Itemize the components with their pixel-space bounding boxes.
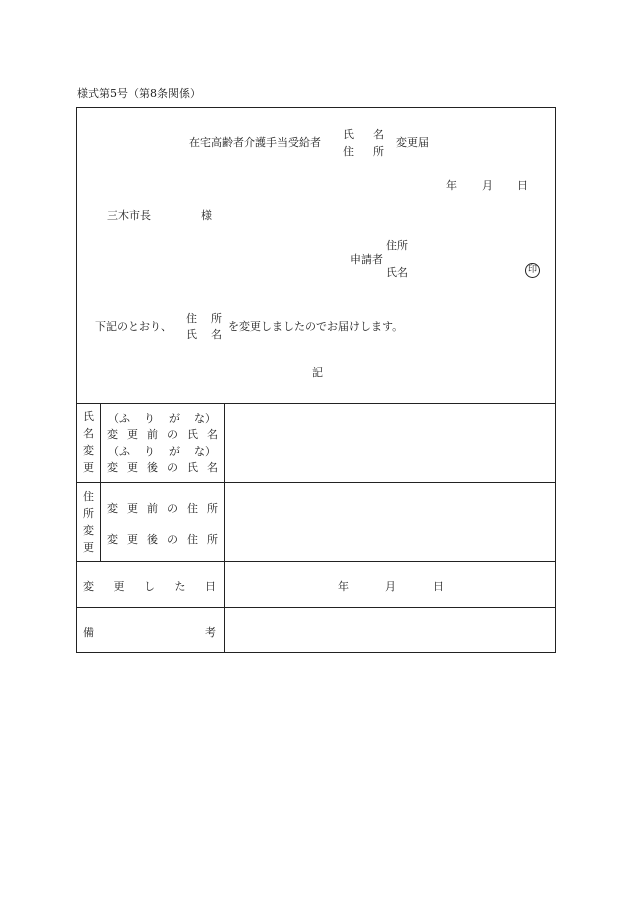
statement-prefix: 下記のとおり、 (95, 320, 172, 333)
applicant-address-label: 住所 (386, 239, 408, 252)
divider (77, 482, 555, 483)
name-before-label: 変 更 前 の 氏 名 (107, 428, 218, 441)
form-title: 在宅高齢者介護手当受給者 (189, 136, 321, 149)
divider (77, 607, 555, 608)
applicant-name-label: 氏名 (386, 266, 408, 279)
title-option: 氏 (343, 128, 354, 141)
date-year: 年 (446, 179, 457, 192)
statement-option: 住 (186, 312, 197, 325)
remarks-label: 備 考 (83, 626, 216, 639)
change-date-label: 変 更 し た 日 (83, 580, 216, 593)
divider (77, 561, 555, 562)
divider (224, 403, 225, 653)
statement-option: 名 (211, 328, 222, 341)
divider (77, 403, 555, 404)
change-date-year: 年 (338, 580, 349, 593)
address-change-label: 住 所 変 更 (83, 490, 94, 554)
seal-mark: 印 (525, 263, 540, 278)
title-option: 名 (373, 128, 384, 141)
furigana-label: （ふ り が な） (108, 412, 216, 425)
applicant-label: 申請者 (350, 253, 383, 266)
title-option: 住 (343, 145, 354, 158)
addressee: 三木市長 (107, 209, 151, 222)
name-change-label: 氏 名 変 更 (83, 410, 94, 474)
title-suffix: 変更届 (396, 136, 429, 149)
address-after-label: 変 更 後 の 住 所 (107, 533, 218, 546)
form-number: 様式第5号（第8条関係） (77, 87, 201, 100)
ki-label: 記 (312, 366, 323, 379)
date-day: 日 (517, 179, 528, 192)
statement-option: 氏 (186, 328, 197, 341)
change-date-day: 日 (433, 580, 444, 593)
change-date-month: 月 (385, 580, 396, 593)
name-after-label: 変 更 後 の 氏 名 (107, 461, 218, 474)
statement-option: 所 (211, 312, 222, 325)
honorific: 様 (201, 209, 212, 222)
furigana-label: （ふ り が な） (108, 445, 216, 458)
address-before-label: 変 更 前 の 住 所 (107, 502, 218, 515)
date-month: 月 (482, 179, 493, 192)
divider (100, 403, 101, 561)
title-option: 所 (373, 145, 384, 158)
statement-suffix: を変更しましたのでお届けします。 (228, 320, 404, 333)
